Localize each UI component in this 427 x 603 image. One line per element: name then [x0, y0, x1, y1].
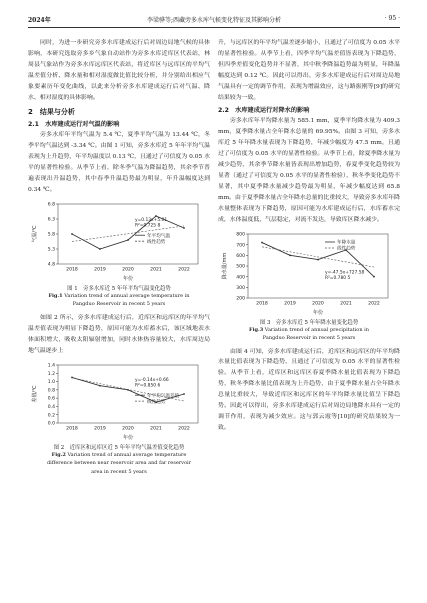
figure-3-caption-cn: 图 3 旁多水库近 5 年年降水量变化趋势	[259, 319, 359, 326]
data-point	[183, 227, 185, 229]
data-point	[99, 384, 101, 386]
figure-1-caption-cn: 图 1 旁多水库近 5 年年平均气温变化趋势	[67, 285, 171, 292]
figure-2-caption-cn: 图 2 近库区和远库区近 5 年年平均气温差值变化趋势	[53, 444, 185, 451]
figure-1-caption-en-line1: Variation trend of annual average temperature in	[64, 292, 190, 299]
y-tick-label: 0.4	[47, 404, 55, 410]
y-tick-label: 6.3	[47, 217, 55, 223]
legend-label: 线性趋势	[337, 246, 356, 252]
precipitation-paragraph: 旁多水库年平均降水量为 585.1 mm，夏季平均降水量为 409.3 mm，夏季降水量占全年降水总量的 69.95%。由图 3 可知，旁多水库近 5 年年降水量表现为下降趋势，年减少幅度为 47.5 mm，且通过了可信度为 0.05 水平的显著性检验。从季节上看，除夏季降水量为减少趋势，其余季节降水量皆表现出增加趋势，春夏季变化趋势较为显著（通过了可信度为 0.05 水平的显著性检验），秋冬季变化趋势不显著，其中夏季降水量减少趋势最为明显，年减少幅度达到 65.8 mm。由于夏季降水量占全年降水总量的比重较大，导致旁多水库年降水量整体表现为下降趋势，原因可能为水库建成运行后，水库蓄水完成，水体温度低，气层稳定，对流不发达，导致库区降水减少。	[218, 118, 400, 223]
figure-1-caption-en-line2: Pangduo Reservoir in recent 5 years	[72, 301, 166, 308]
x-axis-label: 年份	[312, 309, 324, 316]
x-tick-label: 2019	[94, 426, 106, 431]
y-tick-label: 1.2	[47, 371, 55, 377]
y-axis-label: 差值/℃	[32, 384, 38, 403]
y-tick-label: 0.0	[47, 421, 55, 427]
intro-paragraph: 同时，为进一步研究旁多水库建成运行后对周边局地气候的具体影响，本研究选取旁多乡气象自动站作为旁多水库近库区代表站，林周县气象站作为旁多水库远库区代表站，将近库区与远库区的平均气温差值分析、降水量和相对湿度做比值比较分析，并分别给出相应气象要素历年变化曲线，以此来分析旁多水库建成运行后对气温、降水、相对湿度的具体影响。	[28, 40, 210, 101]
legend-label: 线性趋势	[147, 399, 166, 405]
y-tick-label: 4.8	[47, 262, 55, 268]
running-header	[28, 15, 400, 26]
y-axis-label: 气温/℃	[32, 225, 38, 243]
figure-3-label: Fig.3	[249, 326, 264, 333]
trend-equation: y=-0.14x+0.66	[135, 377, 169, 383]
data-point	[99, 248, 101, 250]
x-tick-label: 2019	[284, 301, 296, 306]
figure-3-caption-en-line2: Pangduo Reservoir in recent 5 years	[262, 335, 356, 341]
trend-equation: y=-47.5x+727.58	[325, 270, 365, 276]
x-tick-label: 2022	[178, 426, 190, 431]
figure-2-caption-en-line3: area in recent 5 years	[91, 468, 147, 475]
x-tick-label: 2020	[312, 301, 324, 306]
trend-equation: R²=0.780 5	[325, 275, 351, 281]
legend-label: 线性趋势	[147, 239, 166, 245]
y-tick-label: 5.3	[47, 247, 55, 253]
x-axis-label: 年份	[122, 275, 134, 282]
x-tick-label: 2021	[150, 426, 162, 431]
y-tick-label: 5.8	[47, 232, 55, 238]
legend-label: 年降水量	[337, 240, 356, 246]
x-tick-label: 2018	[256, 301, 268, 306]
y-tick-label: 1.4	[47, 363, 55, 369]
figure-2-caption-en	[28, 451, 210, 477]
figure-1-caption-en	[28, 292, 210, 309]
figure-3-chart	[218, 228, 400, 316]
precipitation-ratio-paragraph: 由图 4 可知，旁多水库建成运行后，近库区和远库区的年平均降水量比值表现为下降趋势，且通过了可信度为 0.05 水平的显著性检验。从季节上看，近库区和远库区春夏季降水量比值表现为下降趋势，秋冬季降水量比值表现为上升趋势，由于夏季降水量占全年降水总量比重较大，导致近库区和远库区的年平均降水量比值呈下降趋势。因此可以得出，旁多水库建成运行后对周边局地降水具有一定的调节作用，表现为减少效应。这与郭云霞等[10]的研究结果较为一致。	[218, 348, 400, 431]
trend-equation: R²=0.850 6	[135, 383, 161, 389]
header-rule	[28, 27, 400, 28]
y-tick-label: 0.6	[47, 396, 55, 402]
x-tick-label: 2021	[340, 301, 352, 306]
figure-2-caption-en-line2: difference between near reservoir area and far reservoir	[46, 460, 191, 466]
y-tick-label: 6.8	[47, 202, 55, 208]
data-point	[289, 254, 291, 256]
figure-2-label: Fig.2	[51, 451, 66, 458]
temperature-paragraph: 旁多水库年平均气温为 5.4 ℃，夏季平均气温为 13.44 ℃，冬季平均气温达到 -3.34 ℃。由图 1 可知，旁多水库近 5 年年平均气温表现为上升趋势，年平均温度以 0.13 ℃，且通过了可信度为 0.05 水平的显著性检验。从季节上看，除冬季气温为降温趋势，其余季节普遍表现出升温趋势，其中春季升温趋势最为明显，年升温幅度达到 0.34 ℃。	[28, 132, 210, 193]
subsection-heading-precipitation: 2.2 水库建成运行对降水的影响	[218, 107, 310, 115]
y-tick-label: 200	[236, 296, 245, 302]
data-point	[183, 393, 185, 395]
y-tick-label: 800	[236, 232, 245, 238]
figure-1-label: Fig.1	[48, 292, 63, 299]
left-column	[28, 38, 210, 480]
x-tick-label: 2018	[66, 267, 78, 273]
x-axis-label: 年份	[122, 434, 134, 441]
x-tick-label: 2019	[94, 267, 106, 273]
x-tick-label: 2021	[150, 267, 162, 273]
x-tick-label: 2022	[368, 301, 380, 306]
y-tick-label: 400	[236, 274, 245, 280]
section-heading-results: 2 结果与分析	[28, 108, 75, 117]
header-page-number: · 95 ·	[384, 15, 400, 22]
trend-equation: R²=0.725 8	[135, 223, 161, 229]
data-point	[127, 239, 129, 241]
y-tick-label: 0.8	[47, 387, 55, 393]
y-tick-label: 1.0	[47, 379, 55, 385]
data-point	[373, 275, 375, 277]
subsection-heading-temperature: 2.1 水库建成运行对气温的影响	[28, 121, 120, 129]
x-tick-label: 2018	[66, 426, 78, 431]
y-axis-label: 降水量/mm	[222, 252, 228, 279]
legend-label: 年平均气温差值	[147, 393, 180, 399]
header-title: 李梁骅等;西藏旁多水库气候变化特征及其影响分析	[146, 17, 282, 24]
series-line	[72, 216, 184, 249]
legend-label: 年平均气温	[147, 233, 170, 239]
data-point	[71, 233, 73, 235]
data-point	[317, 258, 319, 260]
y-tick-label: 0.2	[47, 412, 55, 418]
figure-3-caption-en-line1: Variation trend of annual precipitation in	[264, 326, 369, 333]
trend-equation: y=0.13x+5.01	[135, 217, 168, 223]
y-tick-label: 500	[236, 264, 245, 270]
figure-2-caption-en-line1: Variation trend of annual average temperature	[67, 451, 187, 458]
x-tick-label: 2020	[122, 267, 134, 273]
y-tick-label: 300	[236, 285, 245, 291]
data-point	[261, 241, 263, 243]
y-tick-label: 700	[236, 242, 245, 248]
figure-2-chart	[28, 359, 210, 441]
figure-3-caption-en	[218, 326, 400, 343]
data-point	[155, 215, 157, 217]
x-tick-label: 2022	[178, 267, 190, 273]
x-tick-label: 2020	[122, 426, 134, 431]
temperature-continued-paragraph: 升，与远库区的年平均气温差逐步缩小，且通过了可信度为 0.05 水平的显著性检验。从季节上看，四季平均气温差值皆表现为下降趋势，但四季差值变化趋势并不显著，其中秋季降温趋势最为明显，年降温幅度达到 0.12 ℃。因此可以得出，旁多水库建成运行后对周边局地气温具有一定的调节作用，表现为增温效应，这与路振刚等[9]的研究结果较为一致。	[218, 40, 400, 101]
temperature-difference-paragraph: 如图 2 所示，旁多水库建成运行后，近库区和远库区的年平均气温差值表现为明显下降趋势，原因可能为水库蓄水后，该区域地表水体面积增大，吸收太阳辐射增加，同时水体热容量较大，水库周边局地气温逐步上	[28, 314, 210, 354]
header-year: 2024年	[28, 17, 51, 24]
figure-1-chart	[28, 198, 210, 282]
right-column	[218, 38, 400, 434]
y-tick-label: 600	[236, 253, 245, 259]
